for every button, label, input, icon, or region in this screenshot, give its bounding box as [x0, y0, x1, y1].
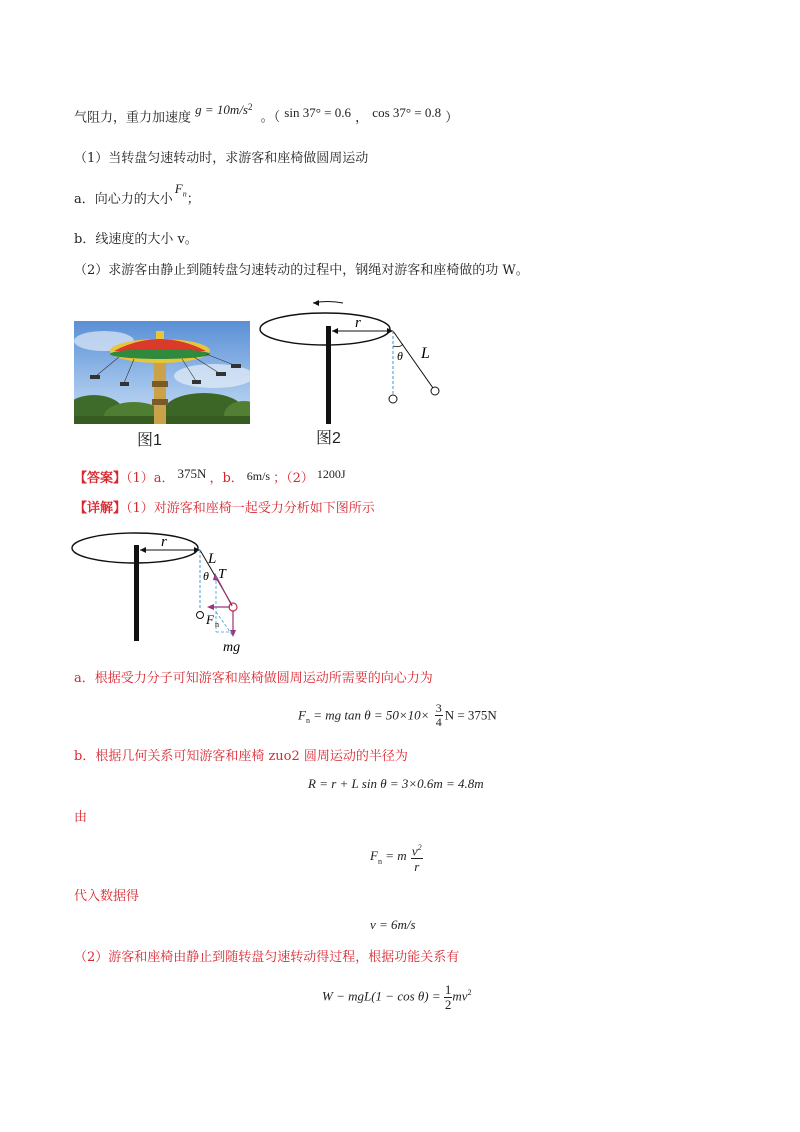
question-1a-symbol: $F_n$: [174, 181, 187, 199]
detail-you: 由: [74, 810, 88, 825]
tension-label: T: [218, 567, 226, 582]
intro-comma: ，: [355, 110, 369, 126]
intro-line: [74, 104, 458, 127]
rotation-arrowhead: [313, 300, 319, 306]
answer-part1: （1）a．: [126, 471, 175, 486]
eq1-numerator: 3: [435, 701, 442, 715]
eq3-symbol: F: [370, 848, 378, 864]
force-theta-label: θ: [203, 569, 209, 583]
equation-1: [298, 703, 497, 730]
gravity-label: mg: [223, 640, 241, 655]
eq1-denominator: 4: [435, 715, 442, 729]
rest-position-circle: [389, 395, 397, 403]
answer-part3: ；（2）: [273, 471, 314, 486]
detail-tag: 【详解】: [74, 501, 127, 516]
answer-value-3: 1200J: [316, 467, 346, 481]
angle-arc: [393, 344, 403, 347]
answer-value-2: 6m/s: [246, 469, 271, 483]
eq3-middle: = m: [381, 848, 407, 864]
force-radius-label: r: [161, 534, 167, 550]
length-label: L: [421, 345, 430, 362]
swing-ride-illustration: [74, 321, 250, 424]
detail-b: b．根据几何关系可知游客和座椅 zuo2 圆周运动的半径为: [74, 749, 408, 764]
center-pole: [326, 326, 331, 424]
answer-value-1: 375N: [177, 466, 207, 481]
swing-ride-photo: [74, 321, 250, 424]
intro-prefix: 气阻力，重力加速度: [74, 110, 192, 126]
force-length-label: L: [208, 551, 217, 567]
radius-arrowhead-left: [332, 328, 338, 334]
figure-1-label: 图1: [137, 432, 162, 449]
detail-part2: （2）游客和座椅由静止到随转盘匀速转动得过程，根据功能关系有: [74, 950, 460, 965]
force-rest-circle: [197, 612, 204, 619]
eq3-denominator: r: [414, 859, 420, 875]
eq1-right: N = 375N: [444, 707, 497, 723]
centripetal-arrowhead: [207, 604, 214, 610]
centripetal-label: F: [206, 612, 214, 627]
theta-label: θ: [397, 349, 403, 363]
eq1-subscript: n: [305, 716, 310, 726]
figure-2-label: 图2: [316, 430, 341, 447]
eq1-symbol: F: [298, 707, 306, 723]
question-1b: b．线速度的大小 v。: [74, 232, 198, 247]
question-1a-text: a．向心力的大小: [74, 192, 173, 207]
force-diagram: [70, 530, 270, 655]
force-radius-arrow-left: [140, 547, 146, 553]
question-2: （2）求游客由静止到随转盘匀速转动的过程中，钢绳对游客和座椅做的功 W。: [74, 263, 529, 278]
detail-text: （1）对游客和座椅一起受力分析如下图所示: [126, 501, 375, 516]
answer-line: [74, 466, 346, 488]
equation-5: [322, 983, 472, 1012]
intro-close: ）: [445, 110, 459, 126]
detail-daoru: 代入数据得: [74, 889, 140, 904]
question-1: （1）当转盘匀速转动时，求游客和座椅做圆周运动: [74, 151, 369, 166]
eq1-fraction: [435, 702, 443, 729]
eq5-left: W − mgL(1 − cos θ) =: [322, 988, 444, 1004]
force-pole: [134, 545, 139, 641]
detail-line: [74, 500, 375, 518]
eq5-right: mv: [452, 988, 468, 1004]
radius-label: r: [355, 315, 361, 331]
gravity-exponent: 2: [248, 102, 253, 112]
detail-a: a．根据受力分子可知游客和座椅做圆周运动所需要的向心力为: [74, 671, 433, 686]
equation-4: v = 6m/s: [370, 917, 416, 932]
eq3-fraction: [411, 840, 423, 874]
mass-point: [229, 603, 237, 611]
eq5-exponent: 2: [467, 988, 472, 998]
eq3-numerator: $v^2$: [411, 840, 423, 859]
answer-part2: ，b．: [209, 471, 244, 486]
intro-dot: 。（: [260, 110, 281, 126]
eq5-denominator: 2: [444, 997, 452, 1012]
sin-value: sin 37° = 0.6: [284, 105, 351, 121]
centripetal-subscript: n: [215, 620, 219, 629]
figure-2-diagram: [255, 296, 485, 426]
equation-3: [370, 840, 423, 874]
eq5-numerator: 1: [444, 982, 452, 997]
rotating-disk: [260, 313, 390, 345]
eq3-subscript: n: [377, 856, 382, 866]
question-1a: [74, 181, 200, 214]
cos-value: cos 37° = 0.8: [372, 105, 442, 121]
question-1a-suffix: ；: [186, 192, 200, 207]
gravity-value: g = 10m/s: [195, 102, 248, 118]
answer-tag: 【答案】: [74, 471, 127, 486]
force-radius-arrow-right: [194, 547, 200, 553]
seat-circle: [431, 387, 439, 395]
equation-2: R = r + L sin θ = 3×0.6m = 4.8m: [308, 776, 484, 791]
eq1-middle: = mg tan θ = 50×10×: [309, 707, 430, 723]
